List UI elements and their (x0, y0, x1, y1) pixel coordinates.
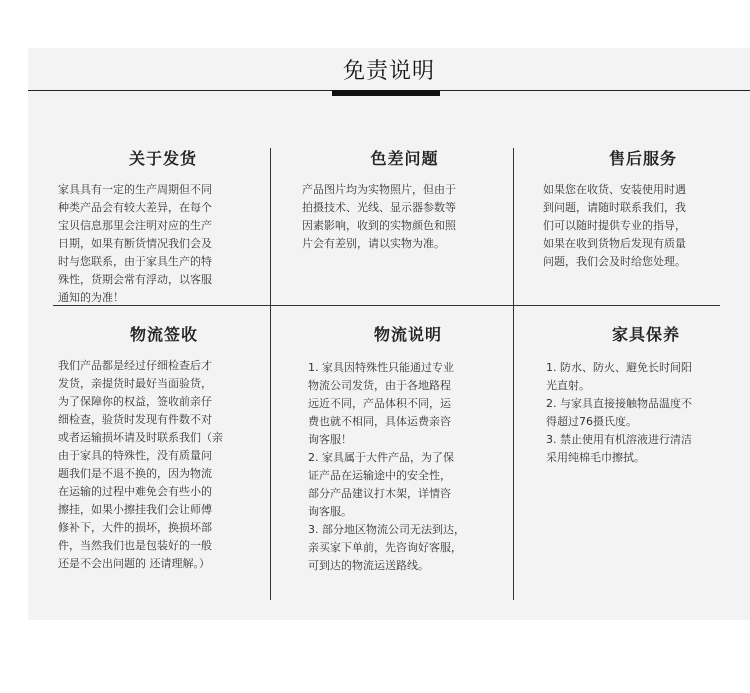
section-title: 家具保养 (611, 325, 680, 344)
text-line: 为了保障你的权益，签收前亲仔 (58, 395, 212, 408)
text-line: 问题，我们会及时给您处理。 (543, 255, 686, 268)
section-title: 色差问题 (370, 149, 439, 168)
text-line: 询客服！ (308, 433, 352, 446)
text-line: 种类产品会有较大差异，在每个 (58, 201, 212, 214)
text-line: 我们产品都是经过仔细检查后才 (58, 359, 212, 372)
section-furniture-care (546, 322, 746, 467)
text-line: 得超过76摄氏度。 (546, 415, 637, 428)
text-line: 还是不会出问题的 还请理解。） (58, 557, 210, 570)
text-line: 1. 家具因特殊性只能通过专业 (308, 361, 454, 374)
text-line: 宝贝信息那里会注明对应的生产 (58, 219, 212, 232)
text-line: 或者运输损坏请及时联系我们（亲 (58, 431, 223, 444)
text-line: 1. 防水、防火、避免长时间阳 (546, 361, 692, 374)
text-line: 殊性，货期会常有浮动，以客服 (58, 273, 212, 286)
column-divider-2 (513, 148, 514, 600)
section-text (58, 181, 268, 307)
text-line: 由于家具的特殊性，没有质量问 (58, 449, 212, 462)
text-line: 部分产品建议打木架，详情咨 (308, 487, 451, 500)
section-title: 物流说明 (373, 325, 442, 344)
section-text (302, 181, 507, 253)
text-line: 件，当然我们也是包装好的一般 (58, 539, 212, 552)
title-underline (332, 90, 440, 96)
text-line: 拍摄技术、光线、显示器参数等 (302, 201, 456, 214)
section-color-difference (302, 146, 507, 253)
section-after-sales (543, 146, 743, 271)
text-line: 修补下，大件的损坏，换损坏部 (58, 521, 212, 534)
text-line: 光直射。 (546, 379, 590, 392)
text-line: 物流公司发货，由于各地路程 (308, 379, 451, 392)
text-line: 如果您在收货、安装使用时遇 (543, 183, 686, 196)
text-line: 2. 与家具直接接触物品温度不 (546, 397, 692, 410)
text-line: 通知的为准！ (58, 291, 124, 304)
text-line: 产品图片均为实物照片，但由于 (302, 183, 456, 196)
text-line: 擦挂，如果小擦挂我们会让师傅 (58, 503, 212, 516)
section-text (308, 359, 508, 575)
section-text (546, 359, 746, 467)
section-title: 物流签收 (129, 325, 198, 344)
text-line: 因素影响，收到的实物颜色和照 (302, 219, 456, 232)
section-text (543, 181, 743, 271)
text-line: 证产品在运输途中的安全性， (308, 469, 451, 482)
text-line: 3. 部分地区物流公司无法到达， (308, 523, 465, 536)
text-line: 可到达的物流运送路线。 (308, 559, 429, 572)
text-line: 亲买家下单前，先咨询好客服， (308, 541, 462, 554)
text-line: 发货，亲提货时最好当面验货， (58, 377, 212, 390)
page-title: 免责说明 (342, 59, 435, 84)
section-text (58, 357, 270, 573)
section-title: 关于发货 (128, 149, 197, 168)
section-logistics-info (308, 322, 508, 575)
text-line: 询客服。 (308, 505, 352, 518)
column-divider-1 (270, 148, 271, 600)
text-line: 采用纯棉毛巾擦拭。 (546, 451, 645, 464)
text-line: 片会有差别，请以实物为准。 (302, 237, 445, 250)
text-line: 题我们是不退不换的，因为物流 (58, 467, 212, 480)
disclaimer-panel (28, 48, 750, 620)
section-shipping (58, 146, 268, 307)
text-line: 2. 家具属于大件产品，为了保 (308, 451, 454, 464)
text-line: 远近不同，产品体积不同，运 (308, 397, 451, 410)
text-line: 在运输的过程中难免会有些小的 (58, 485, 212, 498)
section-title: 售后服务 (608, 149, 677, 168)
text-line: 日期，如果有断货情况我们会及 (58, 237, 212, 250)
text-line: 如果在收到货物后发现有质量 (543, 237, 686, 250)
text-line: 到问题，请随时联系我们，我 (543, 201, 686, 214)
text-line: 家具具有一定的生产周期但不同 (58, 183, 212, 196)
text-line: 们可以随时提供专业的指导， (543, 219, 686, 232)
title-band (28, 48, 750, 91)
row-divider-right (271, 305, 720, 306)
text-line: 细检查，验货时发现有件数不对 (58, 413, 212, 426)
section-delivery-sign (58, 322, 270, 573)
text-line: 费也就不相同，具体运费亲咨 (308, 415, 451, 428)
text-line: 时与您联系，由于家具生产的特 (58, 255, 212, 268)
text-line: 3. 禁止使用有机溶液进行清洁 (546, 433, 692, 446)
